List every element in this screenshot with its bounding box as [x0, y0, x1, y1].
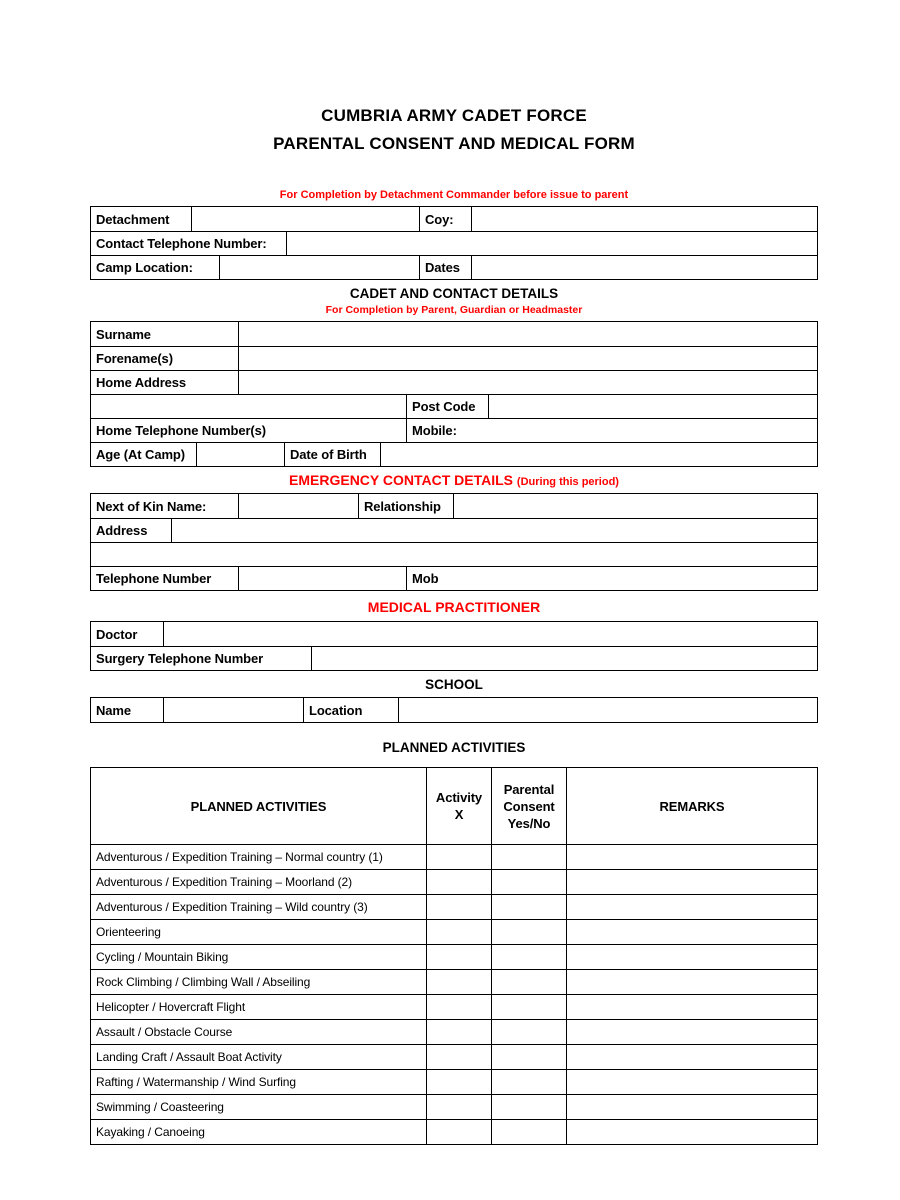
- activity-x-cell[interactable]: [426, 995, 491, 1019]
- dob-label-cell: [284, 443, 380, 466]
- activity-name: Landing Craft / Assault Boat Activity: [96, 1050, 282, 1064]
- relationship-field[interactable]: [453, 494, 817, 518]
- school-name-label: Name: [96, 702, 132, 718]
- surgery-phone-label-cell: [91, 647, 311, 670]
- next-of-kin-field[interactable]: [238, 494, 358, 518]
- activity-name: Orienteering: [96, 925, 161, 939]
- activity-x-cell[interactable]: [426, 970, 491, 994]
- post-code-label-cell: [406, 395, 488, 418]
- dates-label-cell: [419, 256, 471, 279]
- consent-cell[interactable]: [491, 1070, 566, 1094]
- remarks-cell[interactable]: [566, 1045, 817, 1069]
- activity-x-cell[interactable]: [426, 1045, 491, 1069]
- detachment-label-cell: [91, 207, 191, 231]
- mobile-label: Mobile:: [412, 423, 457, 438]
- remarks-cell[interactable]: [566, 945, 817, 969]
- activity-name-cell: [91, 1020, 426, 1044]
- activity-name: Kayaking / Canoeing: [96, 1125, 205, 1139]
- section-heading-medical: MEDICAL PRACTITIONER: [367, 599, 541, 615]
- doctor-label-cell: [91, 622, 163, 646]
- kin-address-field[interactable]: [171, 519, 817, 542]
- camp-location-field[interactable]: [219, 256, 419, 279]
- relationship-label-cell: [358, 494, 453, 518]
- remarks-cell[interactable]: [566, 1095, 817, 1119]
- next-of-kin-label: Next of Kin Name:: [96, 498, 207, 514]
- contact-phone-label-cell: [91, 232, 286, 255]
- remarks-cell[interactable]: [566, 895, 817, 919]
- activity-row: [91, 1019, 817, 1044]
- emergency-contact-table: [90, 493, 818, 591]
- school-location-label-cell: [303, 698, 398, 722]
- home-address-label-cell: [91, 371, 238, 394]
- relationship-label: Relationship: [364, 498, 441, 514]
- dob-label: Date of Birth: [290, 447, 367, 462]
- school-name-field[interactable]: [163, 698, 303, 722]
- kin-address-continued-field[interactable]: [91, 543, 817, 566]
- activity-name-cell: [91, 1120, 426, 1144]
- consent-cell[interactable]: [491, 1095, 566, 1119]
- kin-telephone-label: Telephone Number: [96, 571, 212, 586]
- activity-name-cell: [91, 1045, 426, 1069]
- dates-field[interactable]: [471, 256, 817, 279]
- home-phone-label-cell: [91, 419, 406, 442]
- activity-row: [91, 844, 817, 869]
- post-code-label: Post Code: [412, 399, 476, 414]
- col-header-activity-x: [426, 768, 491, 844]
- table-row: [91, 418, 817, 442]
- form-content: [90, 102, 818, 1145]
- col-header-activities-label: PLANNED ACTIVITIES: [190, 798, 327, 814]
- activity-name-cell: [91, 1095, 426, 1119]
- consent-cell[interactable]: [491, 1045, 566, 1069]
- activity-row: [91, 969, 817, 994]
- col-header-remarks: [566, 768, 817, 844]
- coy-label-cell: [419, 207, 471, 231]
- section-heading-cadet: CADET AND CONTACT DETAILS: [349, 286, 559, 301]
- activity-row: [91, 1119, 817, 1144]
- activity-x-cell[interactable]: [426, 945, 491, 969]
- activity-name: Helicopter / Hovercraft Flight: [96, 1000, 246, 1014]
- activity-x-cell[interactable]: [426, 920, 491, 944]
- activity-name-cell: [91, 870, 426, 894]
- table-row: [91, 394, 817, 418]
- coy-field[interactable]: [471, 207, 817, 231]
- activity-x-cell[interactable]: [426, 1095, 491, 1119]
- consent-cell[interactable]: [491, 970, 566, 994]
- consent-cell[interactable]: [491, 845, 566, 869]
- home-address-label: Home Address: [96, 375, 187, 390]
- kin-mob-field[interactable]: [406, 567, 817, 590]
- activity-row: [91, 894, 817, 919]
- col-header-activities: [91, 768, 426, 844]
- col-header-remarks-label: REMARKS: [659, 798, 725, 814]
- consent-cell[interactable]: [491, 920, 566, 944]
- consent-cell[interactable]: [491, 1020, 566, 1044]
- table-row: [91, 370, 817, 394]
- activity-row: [91, 994, 817, 1019]
- forenames-label-cell: [91, 347, 238, 370]
- contact-phone-label: Contact Telephone Number:: [96, 236, 267, 251]
- page-title-line1: CUMBRIA ARMY CADET FORCE: [321, 106, 587, 125]
- surname-field[interactable]: [238, 322, 817, 346]
- table-row: [91, 346, 817, 370]
- detachment-label: Detachment: [96, 211, 170, 227]
- activity-x-cell[interactable]: [426, 1020, 491, 1044]
- remarks-cell[interactable]: [566, 1070, 817, 1094]
- form-title: [90, 102, 818, 158]
- kin-telephone-label-cell: [91, 567, 238, 590]
- table-row: [91, 542, 817, 566]
- doctor-field[interactable]: [163, 622, 817, 646]
- activity-row: [91, 1069, 817, 1094]
- consent-cell[interactable]: [491, 945, 566, 969]
- table-row: [91, 442, 817, 466]
- consent-cell[interactable]: [491, 870, 566, 894]
- kin-address-label: Address: [96, 523, 148, 538]
- school-table: [90, 697, 818, 723]
- detachment-completion-note: For Completion by Detachment Commander before issue to parent: [279, 189, 629, 201]
- activity-row: [91, 869, 817, 894]
- section-heading-school: SCHOOL: [425, 677, 483, 692]
- home-address-continued-field[interactable]: [91, 395, 406, 418]
- next-of-kin-label-cell: [91, 494, 238, 518]
- kin-address-label-cell: [91, 519, 171, 542]
- table-row: [91, 646, 817, 670]
- activity-name: Rock Climbing / Climbing Wall / Abseiling: [96, 975, 311, 989]
- camp-location-label-cell: [91, 256, 219, 279]
- doctor-label: Doctor: [96, 626, 138, 642]
- detachment-field[interactable]: [191, 207, 419, 231]
- activity-name: Adventurous / Expedition Training – Normal country (1): [96, 850, 383, 864]
- consent-cell[interactable]: [491, 1120, 566, 1144]
- remarks-cell[interactable]: [566, 1120, 817, 1144]
- consent-cell[interactable]: [491, 895, 566, 919]
- kin-mob-label: Mob: [412, 571, 439, 586]
- section-heading-activities: PLANNED ACTIVITIES: [382, 740, 526, 755]
- age-label: Age (At Camp): [96, 447, 185, 462]
- home-phone-label: Home Telephone Number(s): [96, 423, 266, 438]
- activity-name-cell: [91, 920, 426, 944]
- consent-cell[interactable]: [491, 995, 566, 1019]
- surgery-phone-label: Surgery Telephone Number: [96, 651, 264, 666]
- remarks-cell[interactable]: [566, 995, 817, 1019]
- remarks-cell[interactable]: [566, 1020, 817, 1044]
- activity-name-cell: [91, 1070, 426, 1094]
- page-title-line2: PARENTAL CONSENT AND MEDICAL FORM: [273, 134, 635, 153]
- activity-name-cell: [91, 995, 426, 1019]
- activity-row: [91, 919, 817, 944]
- activity-name: Assault / Obstacle Course: [96, 1025, 233, 1039]
- mobile-field[interactable]: [406, 419, 817, 442]
- activity-x-cell[interactable]: [426, 870, 491, 894]
- activity-name-cell: [91, 970, 426, 994]
- remarks-cell[interactable]: [566, 845, 817, 869]
- activity-row: [91, 944, 817, 969]
- remarks-cell[interactable]: [566, 970, 817, 994]
- table-row: [91, 566, 817, 590]
- emergency-heading-text: EMERGENCY CONTACT DETAILS: [289, 472, 514, 488]
- table-row: [91, 494, 817, 518]
- coy-label: Coy:: [425, 211, 454, 227]
- post-code-field[interactable]: [488, 395, 817, 418]
- remarks-cell[interactable]: [566, 870, 817, 894]
- school-location-field[interactable]: [398, 698, 817, 722]
- activities-header-row: [91, 768, 817, 844]
- surname-label-cell: [91, 322, 238, 346]
- school-location-label: Location: [309, 702, 363, 718]
- cadet-completion-note: For Completion by Parent, Guardian or Headmaster: [325, 304, 583, 316]
- activity-name: Swimming / Coasteering: [96, 1100, 224, 1114]
- consent-line2: Consent: [503, 798, 555, 814]
- cadet-details-table: [90, 321, 818, 467]
- activity-x-line2: X: [454, 807, 464, 822]
- medical-practitioner-table: [90, 621, 818, 671]
- dates-label: Dates: [425, 260, 460, 275]
- table-row: [91, 322, 817, 346]
- school-name-label-cell: [91, 698, 163, 722]
- activity-row: [91, 1044, 817, 1069]
- table-row: [91, 255, 817, 279]
- table-row: [91, 622, 817, 646]
- forenames-label: Forename(s): [96, 351, 173, 366]
- section-heading-emergency: [90, 472, 818, 488]
- remarks-cell[interactable]: [566, 920, 817, 944]
- activity-name-cell: [91, 895, 426, 919]
- emergency-heading-note: (During this period): [516, 476, 619, 488]
- activity-x-cell[interactable]: [426, 895, 491, 919]
- activity-name: Adventurous / Expedition Training – Moorland (2): [96, 875, 353, 889]
- activity-name-cell: [91, 845, 426, 869]
- table-row: [91, 698, 817, 722]
- consent-line3: Yes/No: [507, 815, 551, 831]
- planned-activities-table: [90, 767, 818, 1145]
- activity-name: Rafting / Watermanship / Wind Surfing: [96, 1075, 296, 1089]
- forenames-field[interactable]: [238, 347, 817, 370]
- camp-location-label: Camp Location:: [96, 260, 193, 275]
- surname-label: Surname: [96, 326, 151, 342]
- activity-x-cell[interactable]: [426, 1070, 491, 1094]
- table-row: [91, 231, 817, 255]
- detachment-table: [90, 206, 818, 280]
- table-row: [91, 207, 817, 231]
- age-field[interactable]: [196, 443, 284, 466]
- contact-phone-field[interactable]: [286, 232, 817, 255]
- activity-x-cell[interactable]: [426, 1120, 491, 1144]
- age-label-cell: [91, 443, 196, 466]
- kin-telephone-field[interactable]: [238, 567, 406, 590]
- activity-x-cell[interactable]: [426, 845, 491, 869]
- activity-name-cell: [91, 945, 426, 969]
- activity-x-line1: Activity: [435, 790, 483, 805]
- col-header-consent: [491, 768, 566, 844]
- activity-name: Adventurous / Expedition Training – Wild country (3): [96, 900, 368, 914]
- dob-field[interactable]: [380, 443, 817, 466]
- surgery-phone-field[interactable]: [311, 647, 817, 670]
- home-address-field[interactable]: [238, 371, 817, 394]
- consent-line1: Parental: [503, 781, 555, 797]
- activity-row: [91, 1094, 817, 1119]
- table-row: [91, 518, 817, 542]
- activity-name: Cycling / Mountain Biking: [96, 950, 229, 964]
